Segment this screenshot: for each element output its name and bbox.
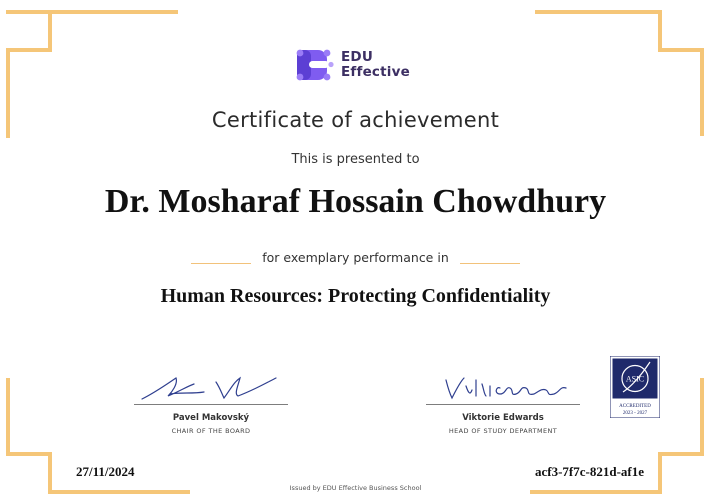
logo-line-1: EDU — [341, 49, 373, 65]
certificate-id: acf3-7f7c-821d-af1e — [534, 464, 644, 479]
frame-bottom-left-outer — [6, 378, 10, 454]
signatory-role: CHAIR OF THE BOARD — [171, 427, 251, 435]
course-name: Human Resources: Protecting Confidentiality — [160, 285, 551, 307]
logo-wordmark — [341, 50, 410, 80]
performance-text: for exemplary performance in — [262, 250, 449, 265]
signature-image — [426, 372, 580, 402]
signature-image — [134, 372, 288, 402]
frame-top-left-horizontal — [6, 10, 178, 14]
presented-to-text: This is presented to — [291, 152, 420, 167]
frame-top-left-vertical — [48, 10, 52, 52]
frame-top-right-vertical — [658, 10, 662, 52]
frame-bottom-right-ledge — [658, 452, 704, 456]
signature-block-chair — [134, 372, 288, 435]
edu-effective-logo-icon — [294, 46, 334, 84]
signatory-name: Viktorie Edwards — [462, 413, 544, 423]
certificate-title: Certificate of achievement — [211, 108, 500, 132]
recipient-name: Dr. Mosharaf Hossain Chowdhury — [104, 183, 607, 220]
frame-bottom-left-ledge — [6, 452, 52, 456]
signatory-name: Pavel Makovský — [172, 413, 250, 423]
frame-top-right-horizontal — [535, 10, 662, 14]
frame-top-left-ledge — [6, 48, 52, 52]
badge-period: 2023 - 2027 — [622, 411, 648, 416]
frame-bottom-right-outer — [700, 378, 704, 454]
signature-line — [426, 404, 580, 405]
badge-label: ACCREDITED — [619, 404, 651, 409]
performance-divider-right — [460, 263, 520, 264]
signature-line — [134, 404, 288, 405]
signature-block-head-of-study — [426, 372, 580, 435]
performance-divider-left — [191, 263, 251, 264]
issue-date: 27/11/2024 — [76, 464, 135, 479]
brand-logo — [294, 46, 410, 84]
badge-logo-text: ASIC — [625, 374, 645, 384]
issued-by-text: Issued by EDU Effective Business School — [289, 484, 422, 492]
accreditation-badge-icon — [610, 356, 660, 418]
logo-line-2: Effective — [341, 64, 410, 80]
performance-row — [0, 250, 711, 265]
signatory-role: HEAD OF STUDY DEPARTMENT — [448, 427, 558, 435]
frame-top-right-ledge — [658, 48, 704, 52]
